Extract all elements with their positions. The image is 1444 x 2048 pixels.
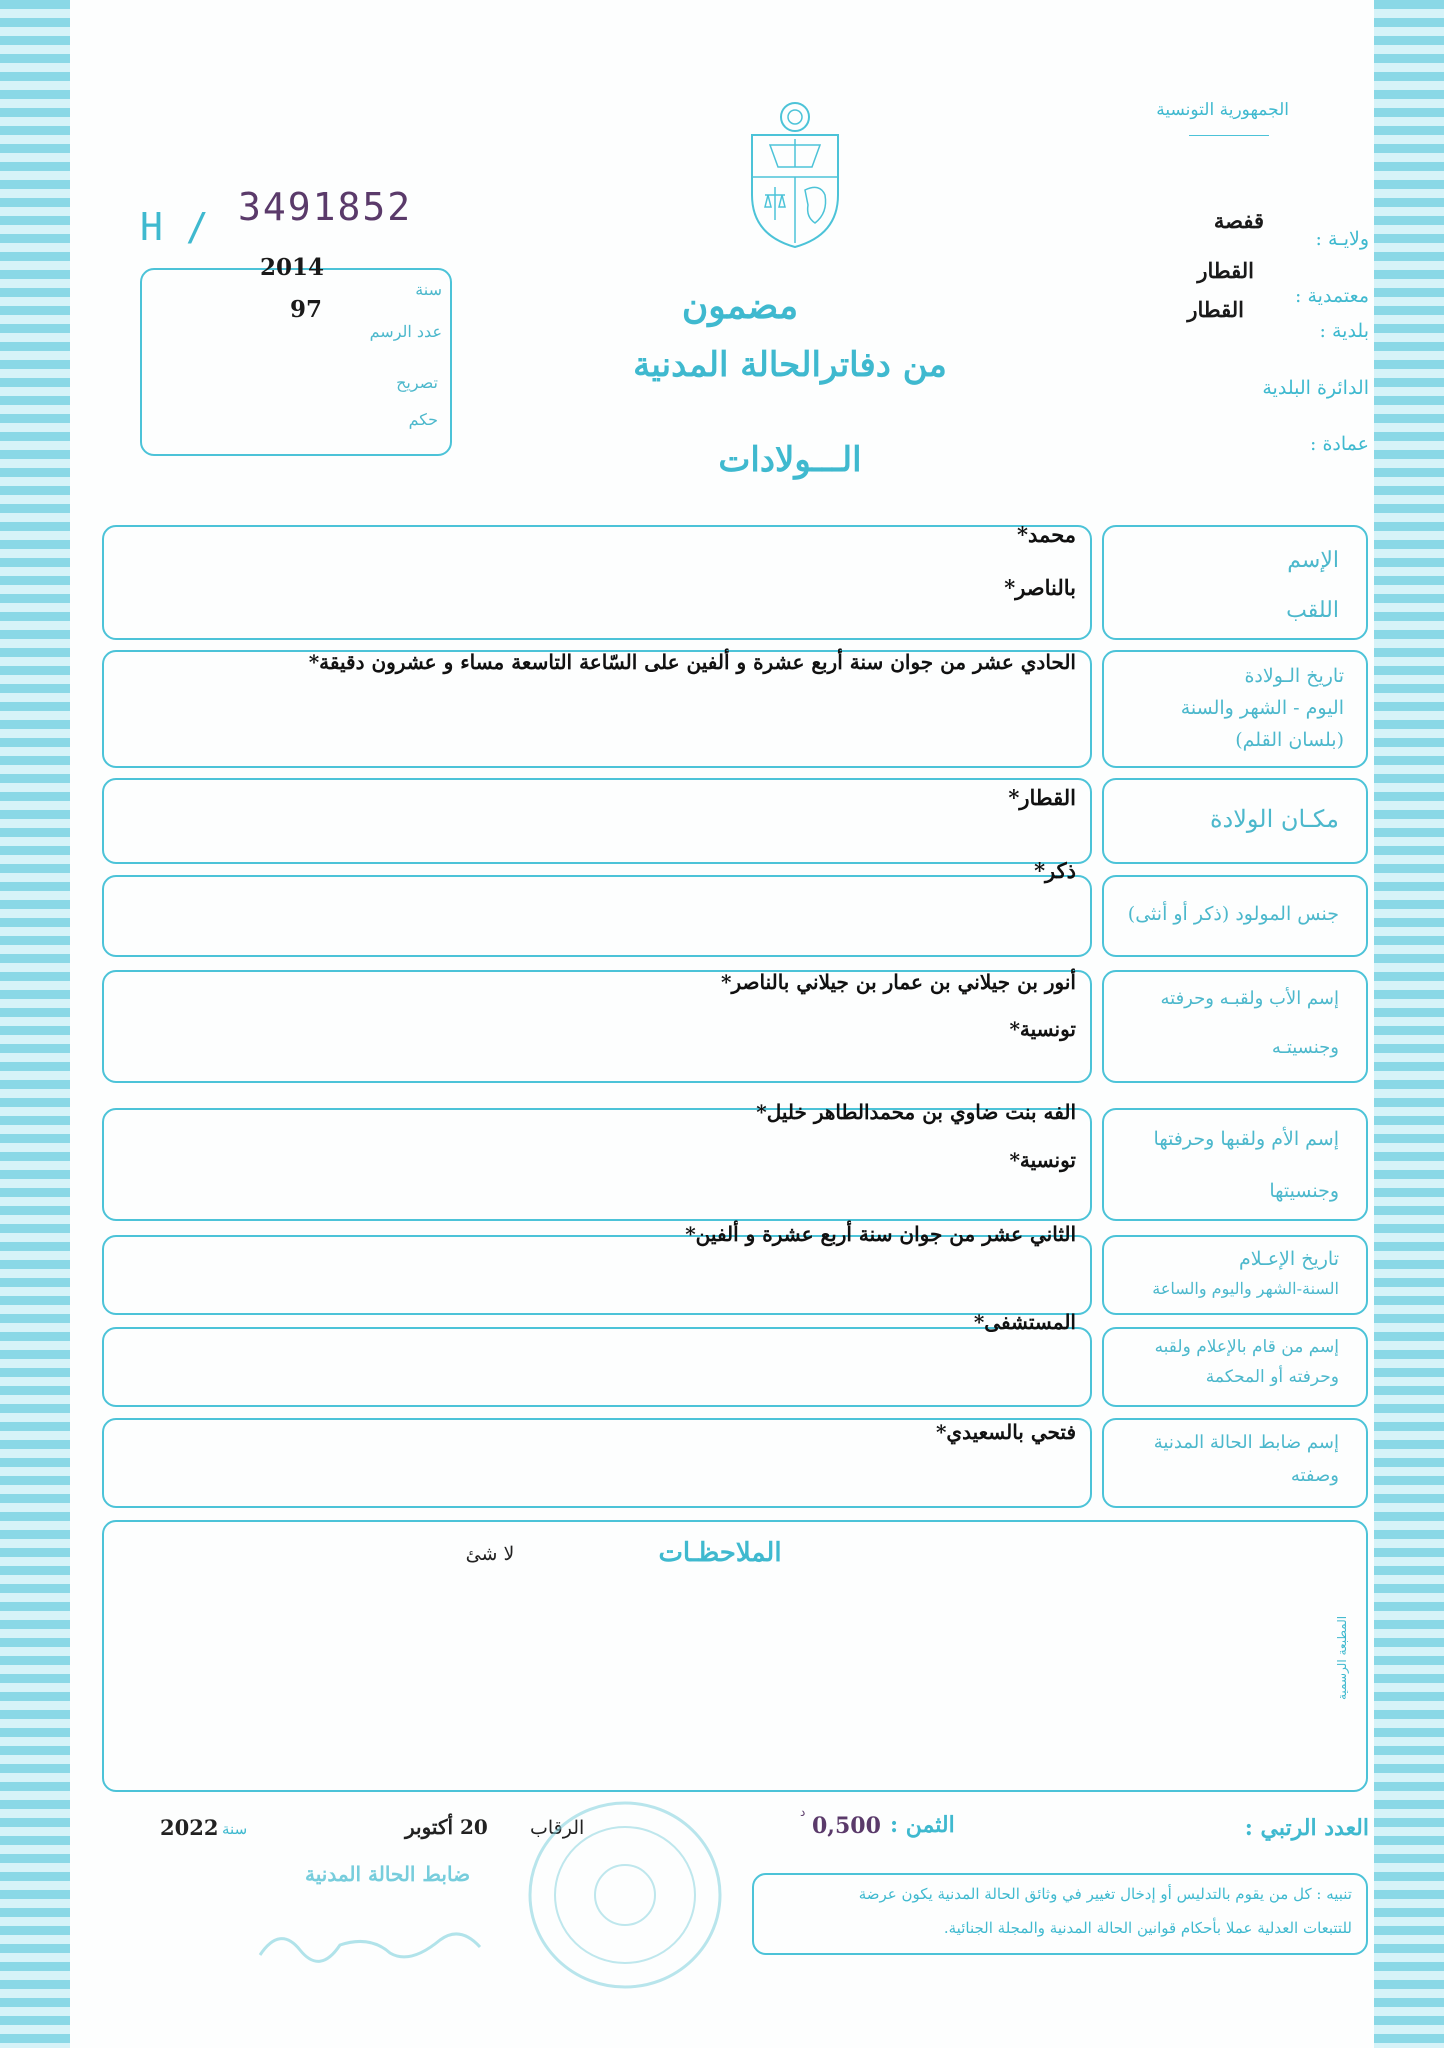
row-label: جنس المولود (ذكر أو أنثى) <box>1127 903 1339 925</box>
document-subtitle: من دفاترالحالة المدنية <box>633 345 947 385</box>
name-value-box <box>102 525 1092 640</box>
price-label: الثمن : <box>890 1812 955 1838</box>
divider <box>1189 135 1269 136</box>
officer-value: فتحي بالسعيدي* <box>935 1420 1076 1444</box>
year-value: 2014 <box>260 254 325 281</box>
price-value: 0,500 <box>812 1813 881 1839</box>
record-info-box <box>140 254 452 456</box>
signature-image <box>250 1905 490 1975</box>
mother-name-value: الفه بنت ضاوي بن محمدالطاهر خليل* <box>756 1100 1076 1124</box>
father-name-value: أنور بن جيلاني بن عمار بن جيلاني بالناصر* <box>721 970 1076 994</box>
row-label: الإسم <box>1287 548 1339 573</box>
year-value: 2022 <box>160 1815 219 1840</box>
omada-label: عمادة : <box>1310 433 1369 455</box>
printer-mark: المطبعة الرسمية <box>1335 1615 1349 1700</box>
row-label: إسم الأم ولقبها وحرفتها <box>1153 1128 1339 1150</box>
wilaya-value: قفصة <box>1213 208 1264 233</box>
year-label: سنة <box>222 1820 248 1838</box>
row-label: وجنسيتـه <box>1271 1037 1339 1058</box>
mother-nationality-value: تونسية* <box>1009 1148 1076 1172</box>
remarks-label: الملاحظـات <box>658 1538 782 1568</box>
daira-label: الدائرة البلدية <box>1262 377 1369 399</box>
row-label: مكـان الولادة <box>1209 805 1339 833</box>
row-label: تاريخ الـولادة <box>1244 665 1344 687</box>
year-label: سنة <box>415 280 442 299</box>
warning-box <box>752 1873 1368 1955</box>
declaration-label: تصريح <box>396 373 438 392</box>
birth-place-value: القطار* <box>1008 785 1076 810</box>
row-label: وجنسيتها <box>1269 1180 1339 1202</box>
remarks-value: لا شئ <box>465 1543 515 1565</box>
row-label: إسم الأب ولقبـه وحرفته <box>1160 988 1339 1009</box>
place-value: الرقاب <box>530 1817 585 1839</box>
last-name-value: بالناصر* <box>1004 575 1076 600</box>
motamadia-label: معتمدية : <box>1295 285 1369 307</box>
row-label: اللقب <box>1286 598 1339 623</box>
republic-label: الجمهورية التونسية <box>1156 100 1289 120</box>
sex-value: ذكر* <box>1034 858 1076 883</box>
baladia-label: بلدية : <box>1319 320 1369 342</box>
birth-place-value-box <box>102 778 1092 864</box>
declarant-value: المستشفى* <box>973 1310 1076 1334</box>
row-label: وحرفته أو المحكمة <box>1205 1367 1339 1387</box>
row-label: إسم ضابط الحالة المدنية <box>1153 1432 1339 1453</box>
coat-of-arms-emblem <box>740 95 850 250</box>
declaration-date-value-box <box>102 1235 1092 1315</box>
section-title: الـــولادات <box>718 440 862 480</box>
declarant-value-box <box>102 1327 1092 1407</box>
birth-date-value: الحادي عشر من جوان سنة أربع عشرة و ألفين على السّاعة التاسعة مساء و عشرون دقيقة* <box>308 650 1076 674</box>
warning-text: للتتبعات العدلية عملا بأحكام قوانين الحالة المدنية والمجلة الجنائية. <box>943 1919 1352 1937</box>
officer-title: ضابط الحالة المدنية <box>305 1862 471 1886</box>
father-nationality-value: تونسية* <box>1009 1017 1076 1041</box>
mother-value-box <box>102 1108 1092 1221</box>
row-label: تاريخ الإعـلام <box>1239 1248 1339 1270</box>
wilaya-label: ولايـة : <box>1315 228 1369 250</box>
baladia-value: القطار <box>1187 297 1244 322</box>
first-name-value: محمد* <box>1017 522 1076 547</box>
row-label: وصفته <box>1290 1465 1339 1486</box>
decorative-border-left <box>0 0 70 2048</box>
row-label: اليوم - الشهر والسنة <box>1180 697 1344 719</box>
judgment-label: حكم <box>408 410 438 429</box>
warning-text: تنبيه : كل من يقوم بالتدليس أو إدخال تغيير في وثائق الحالة المدنية يكون عرضة <box>858 1885 1352 1903</box>
father-label-box <box>1102 970 1368 1083</box>
sex-value-box <box>102 875 1092 957</box>
number-label: عدد الرسم <box>369 322 442 341</box>
serial-prefix: H / <box>140 205 209 249</box>
number-value: 97 <box>290 296 323 323</box>
row-label: السنة-الشهر واليوم والساعة <box>1152 1279 1339 1298</box>
date-value: 20 أكتوبر <box>405 1815 488 1839</box>
row-label: إسم من قام بالإعلام ولقبه <box>1154 1337 1339 1357</box>
motamadia-value: القطار <box>1197 258 1254 283</box>
row-label: (بلسان القلم) <box>1235 729 1344 751</box>
serial-number: 3491852 <box>238 185 413 229</box>
price-unit: د <box>800 1805 806 1819</box>
serial-label: العدد الرتبي : <box>1244 1815 1369 1841</box>
mother-label-box <box>1102 1108 1368 1221</box>
declaration-date-value: الثاني عشر من جوان سنة أربع عشرة و ألفين* <box>685 1222 1076 1246</box>
official-stamp-seal <box>520 1795 730 1995</box>
document-title: مضمون <box>681 285 799 327</box>
decorative-border-right <box>1374 0 1444 2048</box>
declaration-date-label-box <box>1102 1235 1368 1315</box>
